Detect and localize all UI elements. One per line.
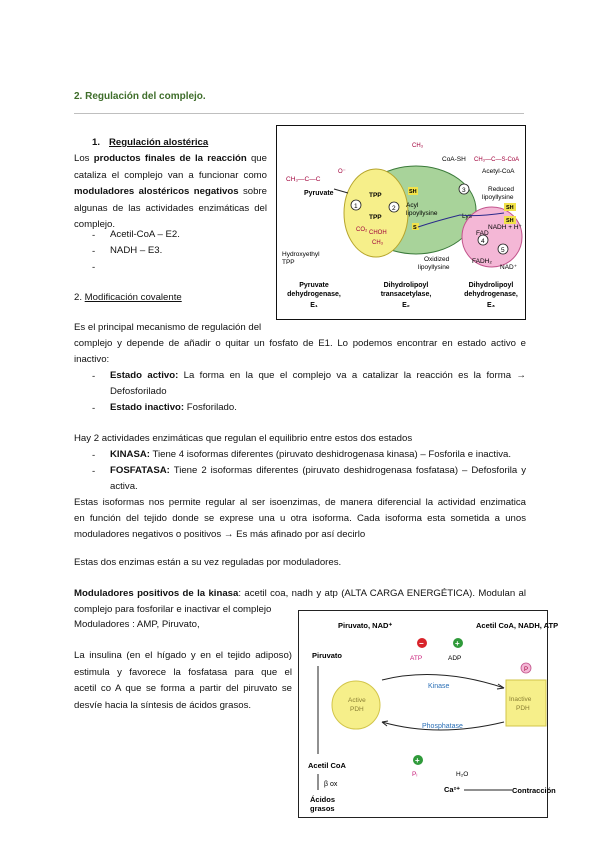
inactive-pdh (506, 680, 546, 726)
modulators-text: complejo para fosforilar e inactivar el complejo (74, 604, 272, 615)
e1-caption: dehydrogenase, (287, 291, 341, 298)
modulators-text: Moduladores : AMP, Piruvato, (74, 619, 200, 630)
lys-label: Lys (462, 213, 472, 220)
divider (74, 113, 524, 114)
sh-label: SH (409, 189, 417, 195)
contraccion-label: Contracción (512, 786, 556, 795)
tpp-label: TPP (369, 192, 382, 199)
active-pdh (332, 681, 380, 729)
minus-sign: − (419, 639, 424, 648)
fadh2-label: FADH₂ (472, 258, 492, 265)
acyl-label: lipoyllysine (406, 210, 438, 217)
e2-caption: E₂ (402, 302, 410, 309)
tpp-label: TPP (369, 214, 382, 221)
plus-sign: + (415, 756, 420, 765)
pi-label: Pᵢ (412, 771, 418, 778)
allosteric-paragraph: Los productos finales de la reacción que cataliza el complejo van a funcionar como moduladores alostéricos negativos sobre algunas de las actividades enzimáticas del complejo. (74, 153, 267, 230)
coash-label: CoA-SH (442, 156, 466, 163)
list-bullet: - (92, 403, 96, 414)
phosphatase-item: FOSFATASA: Tiene 2 isoformas diferentes (piruvato deshidrogenasa fosfatasa) – Defosforila y (110, 465, 526, 476)
e3-caption: dehydrogenase, (464, 291, 518, 298)
inactive-label: Inactive (509, 696, 532, 703)
isoform-text: en función del tejido donde se exprese una u otra isoforma. Cada isoforma esta sometida a unos (74, 513, 526, 524)
list-bullet: - (92, 466, 96, 477)
e2-caption: Dihydrolipoyl (383, 282, 429, 289)
acetylcoa-label: Acetyl-CoA (482, 168, 515, 175)
active-state-item: Defosforilado (110, 386, 167, 397)
plus-sign: + (455, 639, 460, 648)
hydroxyethyl-label: Hydroxyethyl (282, 251, 320, 258)
positive-modulators: Moduladores positivos de la kinasa: acetil coa, nadh y atp (ALTA CARGA ENERGÉTICA). Modulan al (74, 588, 526, 599)
list-item: Acetil-CoA – E2. (110, 229, 180, 240)
isoform-text: Estas isoformas nos permite regular al ser isoenzimas, de manera diferencial la actividad enzimatica (74, 497, 526, 508)
e3-caption: Dihydrolipoyl (468, 282, 514, 289)
phosphate-label: P (524, 667, 529, 673)
list-bullet: - (92, 371, 96, 382)
reduced-label: lipoyllysine (482, 194, 514, 201)
step-number: 1 (354, 203, 358, 210)
acetil-nadh-atp-label: Acetil CoA, NADH, ATP (476, 621, 559, 630)
choh-label: CHOH (369, 230, 387, 236)
allosteric-heading: Regulación alostérica (109, 137, 209, 148)
step-number: 5 (501, 247, 505, 254)
adp-label: ADP (448, 655, 462, 662)
fad-label: FAD (476, 230, 489, 237)
calcium-label: Ca²⁺ (444, 785, 461, 794)
list-item: NADH – E3. (110, 245, 163, 256)
reduced-label: Reduced (488, 186, 515, 193)
acidos-label: grasos (310, 804, 335, 813)
active-label: Active (348, 697, 366, 704)
activities-intro: Hay 2 actividades enzimáticas que regulan el equilibrio entre estos dos estados (74, 433, 413, 444)
nadh-label: NADH + H⁺ (488, 224, 522, 231)
list-bullet: - (92, 246, 96, 257)
e1-caption: E₁ (310, 302, 318, 309)
active-state-item: Estado activo: La forma en la que el complejo va a catalizar la reacción es la forma → (110, 370, 526, 381)
acidos-label: Ácidos (310, 795, 336, 804)
heading-number: 1. (92, 137, 101, 148)
h2o-label: H₂O (456, 771, 469, 778)
pyruvate-label: Pyruvate (304, 190, 334, 197)
sh-label: SH (506, 205, 514, 211)
section-title: 2. Regulación del complejo. (74, 91, 206, 102)
covalent-text: inactivo: (74, 354, 110, 365)
covalent-heading: 2. Modificación covalente (74, 292, 182, 303)
s-label: S (413, 225, 417, 231)
step-number: 2 (392, 205, 396, 212)
pyruvate-ominus: O⁻ (338, 169, 346, 175)
modulators-text: Estas dos enzimas están a su vez reguladas por moduladores. (74, 557, 342, 568)
oxidized-label: Oxidized (424, 256, 450, 263)
atp-label: ATP (410, 655, 423, 662)
isoform-text: moduladores negativos o positivos → Es más afinado por así decirlo (74, 529, 366, 540)
acetilcoa-label: Acetil CoA (308, 761, 346, 770)
covalent-text: complejo y depende de añadir o quitar un fosfato de E1. Lo podemos encontrar en estado activo e (74, 338, 526, 349)
list-bullet: - (92, 230, 96, 241)
list-bullet: - (92, 262, 96, 273)
step-number: 4 (481, 238, 485, 245)
insulin-paragraph: La insulina (en el hígado y en el tejido adiposo) estimula y favorece la fosfatasa para que el acetil co A que se forma a partir del piruvato se desvíe hacia la síntesis de ácidos grasos. (74, 650, 292, 711)
ch3-label: CH₃ (372, 240, 384, 246)
ch3-co-label: CH₃ (412, 143, 424, 149)
kinase-label: Kinase (428, 683, 450, 690)
e1-caption: Pyruvate (299, 282, 329, 289)
covalent-text: Es el principal mecanismo de regulación del (74, 322, 262, 333)
e2-caption: transacetylase, (380, 291, 432, 298)
acetylcoa-formula: CH₃—C—S-CoA (474, 157, 520, 163)
phosphatase-label: Phosphatase (422, 723, 463, 730)
e3-caption: E₃ (487, 302, 495, 309)
acyl-label: Acyl (406, 202, 419, 209)
piruvato-label: Piruvato (312, 651, 343, 660)
pdh-regulation-figure (298, 610, 559, 818)
inactive-state-item: Estado inactivo: Fosforilado. (110, 402, 237, 413)
nad-label: NAD⁺ (500, 264, 518, 271)
inactive-label: PDH (516, 705, 530, 712)
kinase-item: KINASA: Tiene 4 isoformas diferentes (piruvato deshidrogenasa kinasa) – Fosforila e inactiva. (110, 449, 512, 460)
co2-label: CO₂ (356, 227, 368, 233)
tpp-sub-label: TPP (282, 259, 295, 266)
beta-ox-label: β ox (324, 781, 338, 788)
phosphatase-item: activa. (110, 481, 138, 492)
pdh-mechanism-figure (276, 125, 526, 320)
list-bullet: - (92, 450, 96, 461)
sh-label: SH (506, 218, 514, 224)
oxidized-label: lipoyllysine (418, 264, 450, 271)
piruvato-nad-label: Piruvato, NAD⁺ (338, 621, 393, 630)
active-label: PDH (350, 706, 364, 713)
step-number: 3 (462, 187, 466, 194)
pyruvate-formula: CH₃—C—C (286, 176, 321, 183)
